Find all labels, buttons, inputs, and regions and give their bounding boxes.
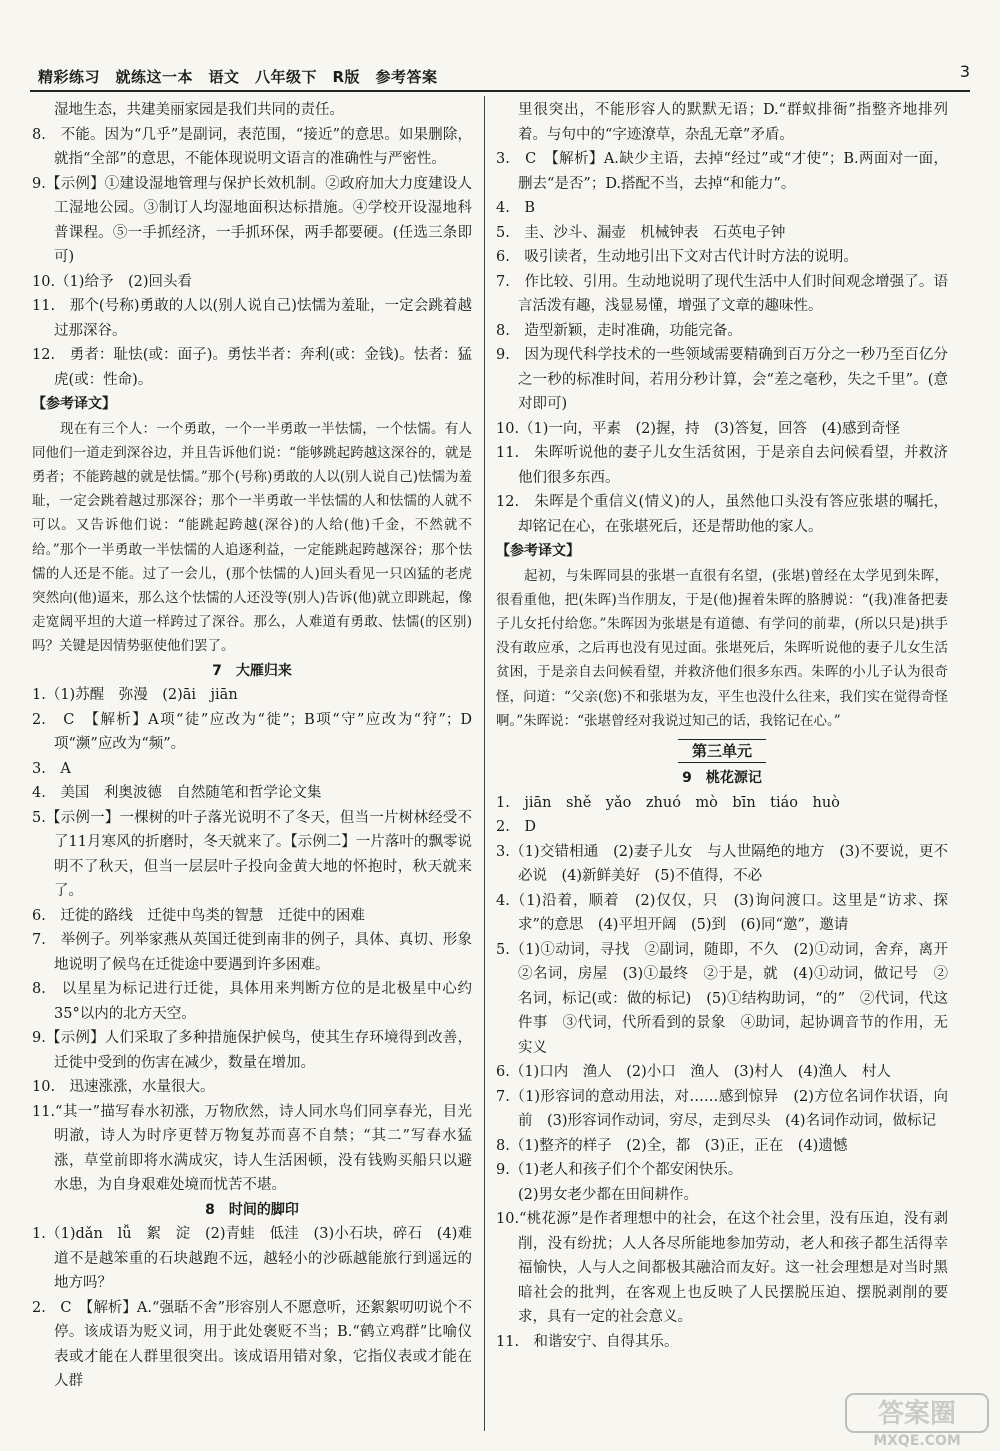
- watermark-text: 答案圈: [877, 1399, 957, 1429]
- answer-item: 8. 以星星为标记进行迁徙，具体用来判断方位的是北极星中心约35°以内的北方天空。: [32, 981, 472, 1022]
- answer-item: 4.（1)沿着，顺着 (2)仅仅，只 (3)询问渡口。这里是“访求、探求”的意思 (4)平坦开阔 (5)到 (6)同“邀”，邀请: [496, 892, 948, 934]
- answer-item: 1.（1)苏醒 弥漫 (2)āi jiān: [32, 687, 238, 704]
- answer-item: 9.【示例】①建设湿地管理与保护长效机制。②政府加大力度建设人工湿地公园。③制订人均湿地面积达标措施。④学校开设湿地科普课程。⑤一手抓经济，一手抓环保，两手都要硬。(任选三条即可): [32, 175, 472, 265]
- answer-item: 10. 迅速涨涨，水量很大。: [32, 1079, 215, 1096]
- answer-item: 8. 不能。因为“几乎”是副词，表范围，“接近”的意思。如果删除，就指“全部”的意思，不能体现说明文语言的准确性与严密性。: [32, 126, 472, 167]
- answer-item: 7.（1)形容词的意动用法，对……感到惊异 (2)方位名词作状语，向前 (3)形容词作动词，穷尽，走到尽头 (4)名词作动词，做标记: [496, 1088, 948, 1130]
- column-divider: [484, 96, 485, 1431]
- answer-item: 8. 造型新颖，走时准确，功能完备。: [496, 322, 742, 339]
- header-rule: [30, 90, 970, 92]
- answer-item: 1.（1)dǎn lǚ 絮 淀 (2)青蛙 低洼 (3)小石块，碎石 (4)难道不是越笨重的石块越跑不远，越轻小的沙砾越能旅行到遥远的地方吗？: [32, 1226, 472, 1292]
- unit-heading: [496, 739, 948, 765]
- answer-item: 3.（1)交错相通 (2)妻子儿女 与人世隔绝的地方 (3)不要说，更不必说 (4)新鲜美好 (5)不值得，不必: [496, 843, 948, 885]
- answer-item: 9.【示例】人们采取了多种措施保护候鸟，使其生存环境得到改善，迁徙中受到的伤害在减少，数量在增加。: [32, 1030, 472, 1071]
- answer-item: 6. 吸引读者，生动地引出下文对古代计时方法的说明。: [496, 249, 858, 265]
- answer-item: 6. 迁徙的路线 迁徙中鸟类的智慧 迁徙中的困难: [32, 907, 365, 924]
- section-label: 【参考译文】: [496, 543, 580, 559]
- translation-paragraph: 起初，与朱晖同县的张堪一直很有名望，(张堪)曾经在太学见到朱晖，很看重他，把(朱晖)当作朋友，于是(他)握着朱晖的胳膊说：“(我)准备把妻子儿女托付给您。”朱晖因为张堪是有道德、有学问的前辈，(所以只是)拱手没有敢应承，之后再也没有见过面。张堪死后，朱晖听说他的妻子儿女生活贫困，于是亲自去问候看望，并救济他们很多东西。朱晖的小儿子认为很奇怪，问道：“父亲(您)不和张堪为友，平生也没什么往来，我们实在觉得奇怪啊。”朱晖说：“张堪曾经对我说过知己的话，我铭记在心。”: [496, 567, 948, 729]
- right-column: [496, 98, 963, 1354]
- answer-item: 2. D: [496, 819, 536, 836]
- lesson-heading: 9 桃花源记: [682, 770, 762, 787]
- answer-item: 10.“桃花源”是作者理想中的社会，在这个社会里，没有压迫，没有剥削，没有纷扰；人人各尽所能地参加劳动，老人和孩子都生活得幸福愉快，人与人之间都极其融洽而友好。这一社会理想是对当时黑暗社会的批判，在客观上也反映了人民摆脱压迫、摆脱剥削的要求，具有一定的社会意义。: [496, 1211, 948, 1326]
- answer-item: 4. B: [496, 200, 535, 216]
- lesson-heading: 8 时间的脚印: [205, 1201, 299, 1218]
- answer-item: 10.（1)给予 (2)回头看: [32, 273, 192, 290]
- translation-paragraph: 现在有三个人：一个勇敢，一个一半勇敢一半怯懦，一个怯懦。有人同他们一道走到深谷边，并且告诉他们说：“能够跳起跨越这深谷的，就是勇者；不能跨越的就是怯懦。”那个(号称)勇敢的人以(别人说自己)怯懦为羞耻，一定会跳着越过那深谷；那个一半勇敢一半怯懦的人和怯懦的人就不可以。又告诉他们说：“能跳起跨越(深谷)的人给(他)千金，不然就不给。”那个一半勇敢一半怯懦的人追逐利益，一定能跳起跨越深谷；那个怯懦的人还是不能。过了一会儿，(那个怯懦的人)回头看见一只凶猛的老虎突然向(他)逼来，那么这个怯懦的人还没等(别人)告诉(他)就立即跳起，像走宽阔平坦的大道一样跨过了深谷。那么，人难道有勇敢、怯懦(的区别)吗？关键是因情势驱使他们罢了。: [32, 420, 472, 655]
- answer-item: 5.【示例一】一棵树的叶子落光说明不了冬天，但当一片树林经受不了11月寒风的折磨时，冬天就来了。【示例二】一片落叶的飘零说明不了秋天，但当一层层叶子投向金黄大地的怀抱时，秋天就来了。: [32, 809, 472, 900]
- answer-continuation: 湿地生态，共建美丽家园是我们共同的责任。: [54, 102, 344, 118]
- answer-item: 9.（1)老人和孩子们个个都安闲快乐。: [496, 1162, 743, 1179]
- lesson-heading: 7 大雁归来: [212, 662, 292, 679]
- left-column: [32, 98, 472, 1394]
- page-number: 3: [959, 62, 970, 81]
- answer-item: 3. A: [32, 760, 71, 777]
- answer-item: 11. 和谐安宁、自得其乐。: [496, 1333, 679, 1350]
- answer-continuation: 里很突出，不能形容人的默默无语；D.“群蚁排衙”指整齐地排列着。与句中的“字迹潦草，杂乱无章”矛盾。: [518, 102, 948, 143]
- answer-item: 5.（1)①动词，寻找 ②副词，随即，不久 (2)①动词，舍弃，离开 ②名词，房屋 (3)①最终 ②于是，就 (4)①动词，做记号 ②名词，标记(或：做的标记) (5)①结构助词，“的” ②代词，代这件事 ③代词，代所看到的景象 ④助词，起协调音节的作用，无实义: [496, 941, 963, 1056]
- answer-item: 2. C 【解析】A项“徒”应改为“徙”；B项“守”应改为“狩”；D项“濒”应改为“频”。: [32, 711, 472, 753]
- answer-item: 2. C 【解析】A.“强聒不舍”形容别人不愿意听，还絮絮叨叨说个不停。该成语为贬义词，用于此处褒贬不当；B.“鹤立鸡群”比喻仪表或才能在人群里很突出。该成语用错对象，它指仪表或才能在人群: [32, 1299, 472, 1390]
- answer-item: 11. 朱晖听说他的妻子儿女生活贫困，于是亲自去问候看望，并救济他们很多东西。: [496, 445, 948, 486]
- answer-item: 12. 朱晖是个重信义(情义)的人，虽然他口头没有答应张堪的嘱托，却铭记在心，在张堪死后，还是帮助他的家人。: [496, 494, 948, 535]
- header-title: 精彩练习 就练这一本 语文 八年级下 R版 参考答案: [38, 68, 438, 86]
- answer-item: 7. 举例子。列举家燕从英国迁徙到南非的例子，具体、真切、形象地说明了候鸟在迁徙途中要遇到许多困难。: [32, 932, 472, 973]
- watermark-logo: [842, 1390, 992, 1448]
- unit-heading-text: 第三单元: [678, 739, 766, 763]
- answer-item: 11.“其一”描写春水初涨，万物欣然，诗人同水鸟们同享春光，目光明澈，诗人为时序更替万物复苏而喜不自禁；“其二”写春水猛涨，草堂前即将水满成灾，诗人生活困顿，没有钱购买船只以避水患，为自身艰难处境而忧苦不堪。: [32, 1103, 472, 1194]
- answer-item: 3. C 【解析】A.缺少主语，去掉“经过”或“才使”；B.两面对一面，删去“是否”；D.搭配不当，去掉“和能力”。: [496, 151, 948, 192]
- answer-item: 9. 因为现代科学技术的一些领域需要精确到百万分之一秒乃至百亿分之一秒的标准时间，若用分秒计算，会“差之毫秒，失之千里”。(意对即可): [496, 347, 948, 412]
- answer-continuation: (2)男女老少都在田间耕作。: [518, 1186, 699, 1203]
- answer-item: 7. 作比较、引用。生动地说明了现代生活中人们时间观念增强了。语言活泼有趣，浅显易懂，增强了文章的趣味性。: [496, 273, 948, 314]
- answer-item: 11. 那个(号称)勇敢的人以(别人说自己)怯懦为羞耻，一定会跳着越过那深谷。: [32, 298, 472, 339]
- section-label: 【参考译文】: [32, 396, 116, 412]
- answer-item: 8.（1)整齐的样子 (2)全，都 (3)正，正在 (4)遗憾: [496, 1137, 848, 1154]
- watermark-url: MXQE.COM: [873, 1433, 961, 1448]
- answer-item: 12. 勇者：耻怯(或：面子)。勇怯半者：奔利(或：金钱)。怯者：猛虎(或：性命)。: [32, 347, 472, 388]
- answer-item: 4. 美国 利奥波德 自然随笔和哲学论文集: [32, 785, 322, 802]
- page-header: [38, 62, 970, 86]
- answer-item: 5. 圭、沙斗、漏壶 机械钟表 石英电子钟: [496, 224, 786, 241]
- answer-item: 10.（1)一向，平素 (2)握，持 (3)答复，回答 (4)感到奇怪: [496, 420, 901, 437]
- answer-item: 1. jiān shě yǎo zhuó mò bīn tiáo huò: [496, 794, 840, 811]
- answer-item: 6.（1)口内 渔人 (2)小口 渔人 (3)村人 (4)渔人 村人: [496, 1064, 891, 1081]
